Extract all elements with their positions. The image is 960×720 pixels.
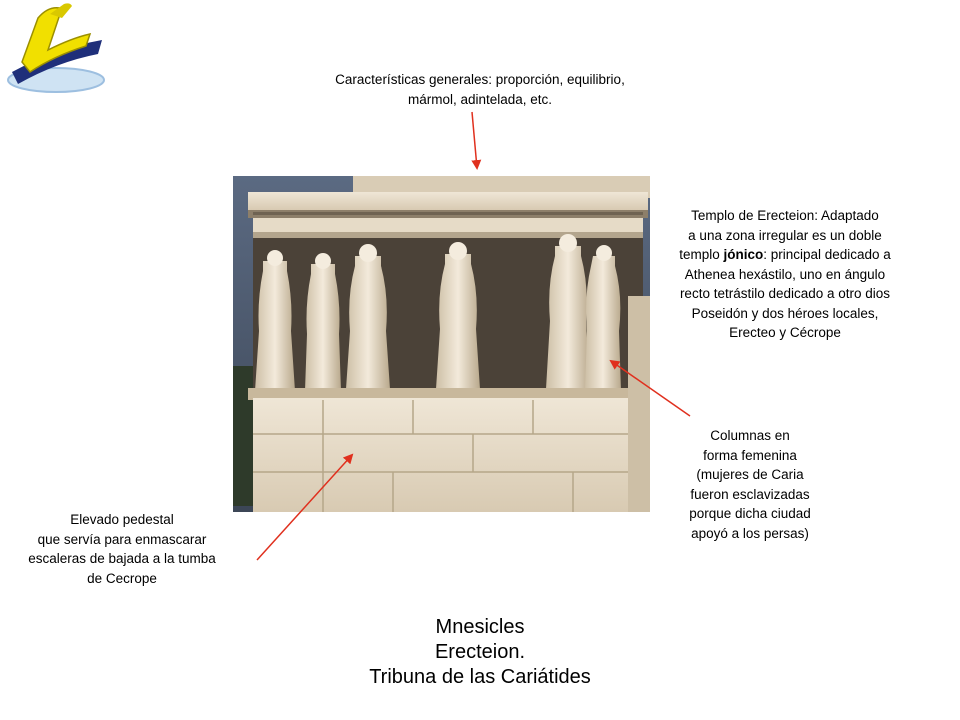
general-characteristics-note xyxy=(240,70,720,109)
columns-line: apoyó a los persas) xyxy=(691,525,809,541)
erechtheion-caryatids-photo xyxy=(233,176,650,512)
title-building: Erecteion. xyxy=(434,641,526,663)
columns-line: Columnas en xyxy=(710,428,790,443)
temple-line: Erecteo y Cécrope xyxy=(729,325,841,340)
temple-line: a una zona irregular es un doble xyxy=(688,227,882,243)
slide-title xyxy=(240,615,720,690)
pedestal-line: Elevado pedestal xyxy=(70,512,174,527)
temple-line: Athenea hexástilo, uno en ángulo xyxy=(684,266,886,282)
pedestal-line: de Cecrope xyxy=(87,570,157,586)
temple-line: templo jónico: principal dedicado a xyxy=(679,247,891,262)
ionic-term: jónico xyxy=(723,247,764,262)
temple-line: recto tetrástilo dedicado a otro dios xyxy=(679,286,891,301)
pedestal-line: que servía para enmascarar xyxy=(37,531,207,547)
columns-line: (mujeres de Caria xyxy=(696,467,804,482)
columns-note xyxy=(650,426,850,543)
columns-line: fueron esclavizadas xyxy=(690,486,810,502)
temple-line: Templo de Erecteion: Adaptado xyxy=(691,208,879,223)
pedestal-note xyxy=(2,510,242,588)
temple-line: Poseidón y dos héroes locales, xyxy=(691,305,879,321)
general-line: mármol, adintelada, etc. xyxy=(407,91,553,107)
title-author: Mnesicles xyxy=(435,616,525,638)
arrow-general xyxy=(472,112,477,168)
logo-icon xyxy=(2,0,108,98)
columns-line: forma femenina xyxy=(703,447,797,463)
temple-description-note xyxy=(650,206,920,343)
pedestal-line: escaleras de bajada a la tumba xyxy=(28,551,216,566)
title-subject: Tribuna de las Cariátides xyxy=(369,666,591,688)
columns-line: porque dicha ciudad xyxy=(689,506,811,521)
general-line: Características generales: proporción, equilibrio, xyxy=(335,72,625,87)
